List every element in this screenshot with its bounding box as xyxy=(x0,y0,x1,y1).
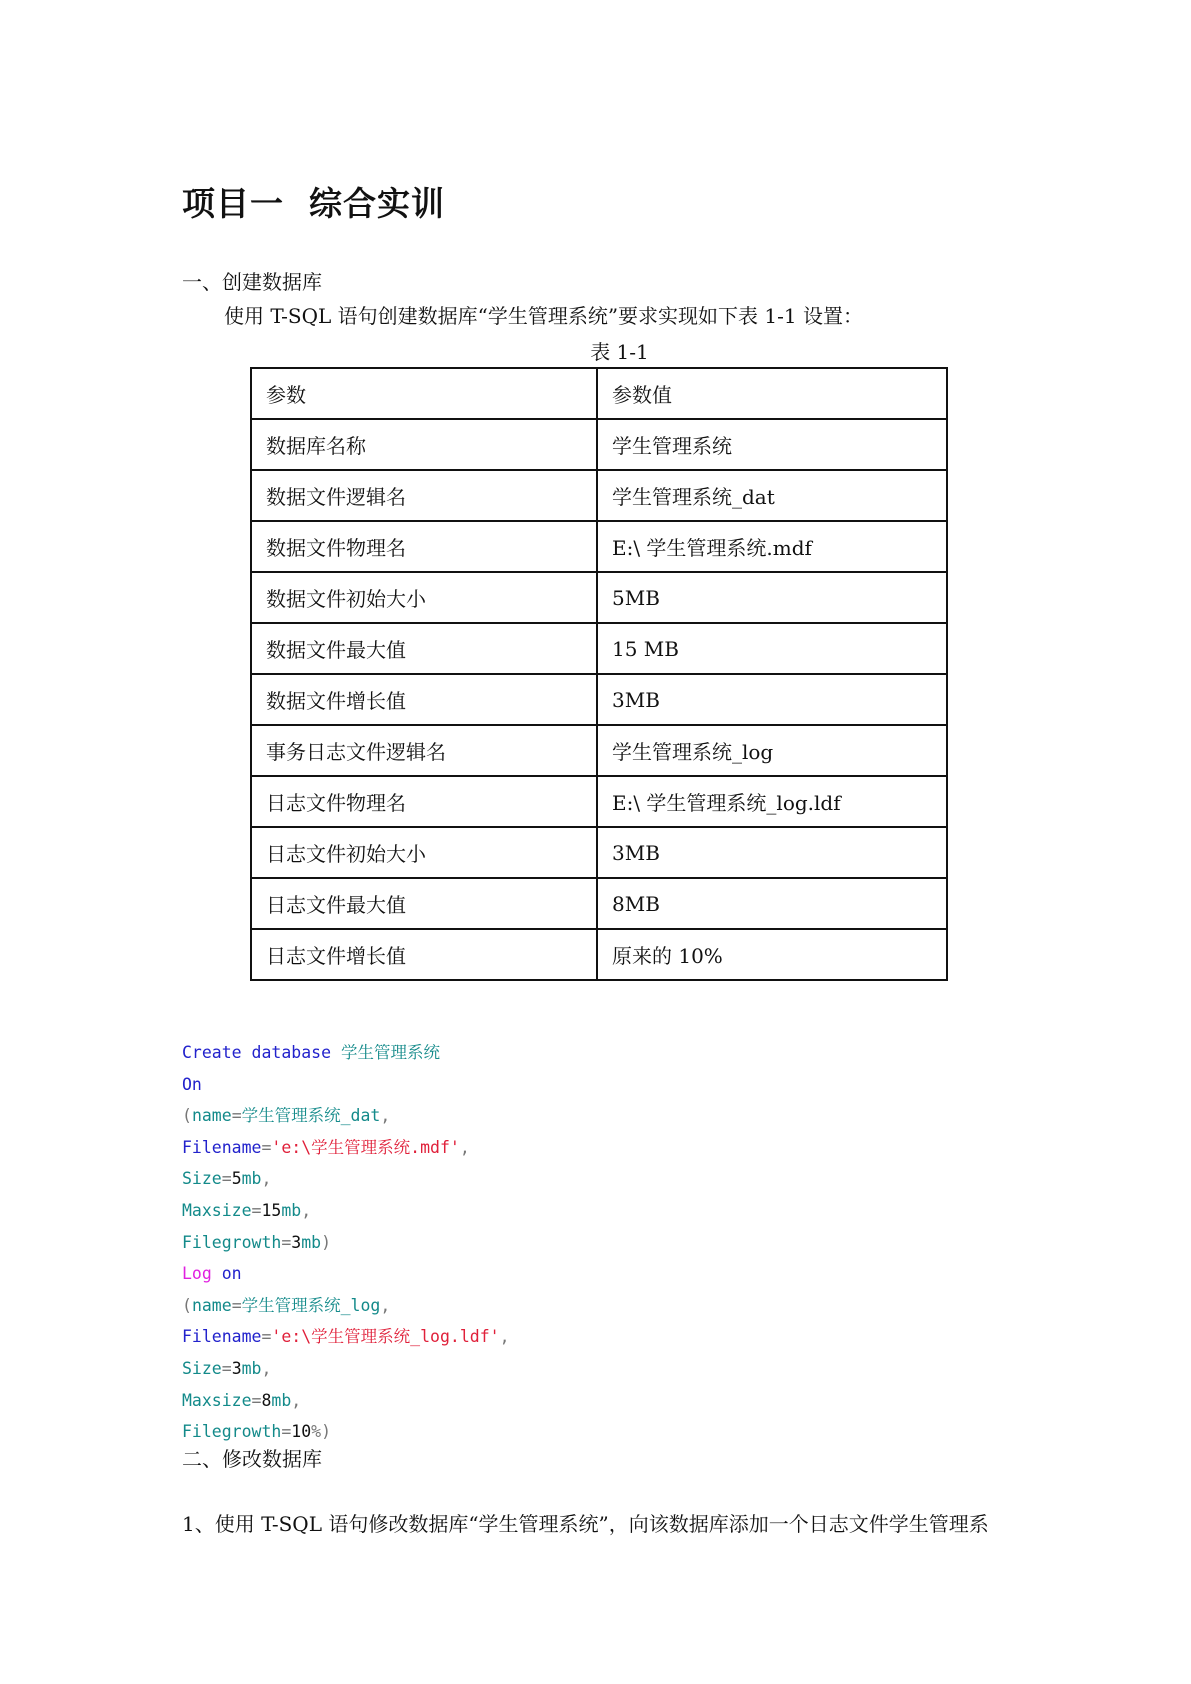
table-header-cell: 参数 xyxy=(251,368,597,419)
table-cell: 学生管理系统_dat xyxy=(597,470,947,521)
table-row xyxy=(251,827,947,878)
code-line xyxy=(182,1290,510,1322)
code-key: Size xyxy=(182,1169,222,1189)
table-cell: 数据文件初始大小 xyxy=(251,572,597,623)
code-identifier: 学生管理系统_dat xyxy=(241,1106,381,1126)
table-cell: 15 MB xyxy=(597,623,947,674)
code-punct: ( xyxy=(182,1295,192,1315)
table-cell: 原来的 10% xyxy=(597,929,947,980)
section2-paragraph: 1、使用 T-SQL 语句修改数据库“学生管理系统”，向该数据库添加一个日志文件学生管理系 xyxy=(182,1512,989,1536)
code-key: Maxsize xyxy=(182,1390,252,1410)
code-key: Filename xyxy=(182,1137,262,1157)
code-keyword: On xyxy=(182,1074,202,1094)
code-punct: = xyxy=(231,1106,242,1126)
table-row xyxy=(251,674,947,725)
code-keyword: Log xyxy=(182,1264,212,1284)
code-keyword: on xyxy=(221,1264,242,1284)
code-line xyxy=(182,1163,510,1195)
code-key: Filename xyxy=(182,1327,262,1347)
table-cell: 日志文件最大值 xyxy=(251,878,597,929)
code-punct: , xyxy=(301,1200,312,1220)
table-cell: 日志文件增长值 xyxy=(251,929,597,980)
table-cell: 学生管理系统 xyxy=(597,419,947,470)
table-row xyxy=(251,572,947,623)
code-number: 8 xyxy=(261,1390,272,1410)
code-punct: = xyxy=(281,1232,292,1252)
table-cell: 3MB xyxy=(597,674,947,725)
code-key: Size xyxy=(182,1358,222,1378)
code-line xyxy=(182,1321,510,1353)
code-punct: = xyxy=(221,1358,232,1378)
code-punct: = xyxy=(221,1169,232,1189)
table-row xyxy=(251,470,947,521)
code-line xyxy=(182,1195,510,1227)
table-row xyxy=(251,878,947,929)
code-line xyxy=(182,1385,510,1417)
table-header-row xyxy=(251,368,947,419)
table-cell: 数据库名称 xyxy=(251,419,597,470)
table-caption: 表 1-1 xyxy=(590,340,649,364)
code-punct: ) xyxy=(321,1232,332,1252)
code-line xyxy=(182,1069,510,1101)
table-row xyxy=(251,776,947,827)
code-number: 5 xyxy=(231,1169,242,1189)
code-punct: = xyxy=(231,1295,242,1315)
code-key: name xyxy=(191,1295,232,1315)
code-punct: , xyxy=(499,1327,510,1347)
code-string: 'e:\学生管理系统_log.ldf' xyxy=(271,1327,500,1347)
table-cell: 数据文件最大值 xyxy=(251,623,597,674)
code-punct: , xyxy=(459,1137,470,1157)
code-key: Maxsize xyxy=(182,1200,252,1220)
code-punct: = xyxy=(251,1390,262,1410)
code-line xyxy=(182,1037,510,1069)
code-punct: , xyxy=(261,1358,272,1378)
code-key: Filegrowth xyxy=(182,1232,282,1252)
code-identifier: 学生管理系统 xyxy=(340,1043,440,1062)
code-punct: ) xyxy=(321,1422,332,1442)
code-number: 3 xyxy=(291,1232,302,1252)
sql-code-block xyxy=(182,1037,510,1448)
code-punct: , xyxy=(261,1169,272,1189)
table-row xyxy=(251,419,947,470)
code-unit: mb xyxy=(271,1390,292,1410)
code-identifier: 学生管理系统_log xyxy=(241,1295,381,1315)
section1-heading: 一、创建数据库 xyxy=(182,270,322,294)
code-number: 3 xyxy=(231,1358,242,1378)
code-key: name xyxy=(191,1106,232,1126)
table-cell: 数据文件增长值 xyxy=(251,674,597,725)
table-cell: 数据文件物理名 xyxy=(251,521,597,572)
section2-heading: 二、修改数据库 xyxy=(182,1447,322,1471)
code-line xyxy=(182,1258,510,1290)
code-line xyxy=(182,1132,510,1164)
code-line xyxy=(182,1227,510,1259)
section1-paragraph: 使用 T-SQL 语句创建数据库“学生管理系统”要求实现如下表 1-1 设置： xyxy=(224,304,863,328)
code-punct: = xyxy=(261,1137,272,1157)
code-string: 'e:\学生管理系统.mdf' xyxy=(271,1137,460,1157)
code-number: 15 xyxy=(261,1200,282,1220)
table-cell: 学生管理系统_log xyxy=(597,725,947,776)
table-cell: 事务日志文件逻辑名 xyxy=(251,725,597,776)
table-row xyxy=(251,521,947,572)
code-unit: % xyxy=(311,1422,322,1442)
code-unit: mb xyxy=(281,1200,302,1220)
code-punct: , xyxy=(291,1390,302,1410)
code-line xyxy=(182,1100,510,1132)
parameter-table xyxy=(250,367,948,981)
code-punct: , xyxy=(380,1106,391,1126)
code-unit: mb xyxy=(241,1358,262,1378)
table-cell: 日志文件初始大小 xyxy=(251,827,597,878)
code-line xyxy=(182,1353,510,1385)
table-row xyxy=(251,725,947,776)
code-punct: = xyxy=(251,1200,262,1220)
table-cell: E:\ 学生管理系统_log.ldf xyxy=(597,776,947,827)
code-punct: ( xyxy=(182,1106,192,1126)
table-cell: 8MB xyxy=(597,878,947,929)
table-cell: 3MB xyxy=(597,827,947,878)
table-cell: 日志文件物理名 xyxy=(251,776,597,827)
table-row xyxy=(251,623,947,674)
page-title: 项目一 综合实训 xyxy=(182,184,445,223)
code-unit: mb xyxy=(301,1232,322,1252)
table-cell: 数据文件逻辑名 xyxy=(251,470,597,521)
table-cell: 5MB xyxy=(597,572,947,623)
table-cell: E:\ 学生管理系统.mdf xyxy=(597,521,947,572)
table-row xyxy=(251,929,947,980)
table-header-cell: 参数值 xyxy=(597,368,947,419)
code-keyword: Create database xyxy=(182,1043,332,1062)
code-punct: = xyxy=(261,1327,272,1347)
code-punct: = xyxy=(281,1422,292,1442)
code-number: 10 xyxy=(291,1422,312,1442)
code-unit: mb xyxy=(241,1169,262,1189)
code-key: Filegrowth xyxy=(182,1422,282,1442)
code-punct: , xyxy=(380,1295,391,1315)
